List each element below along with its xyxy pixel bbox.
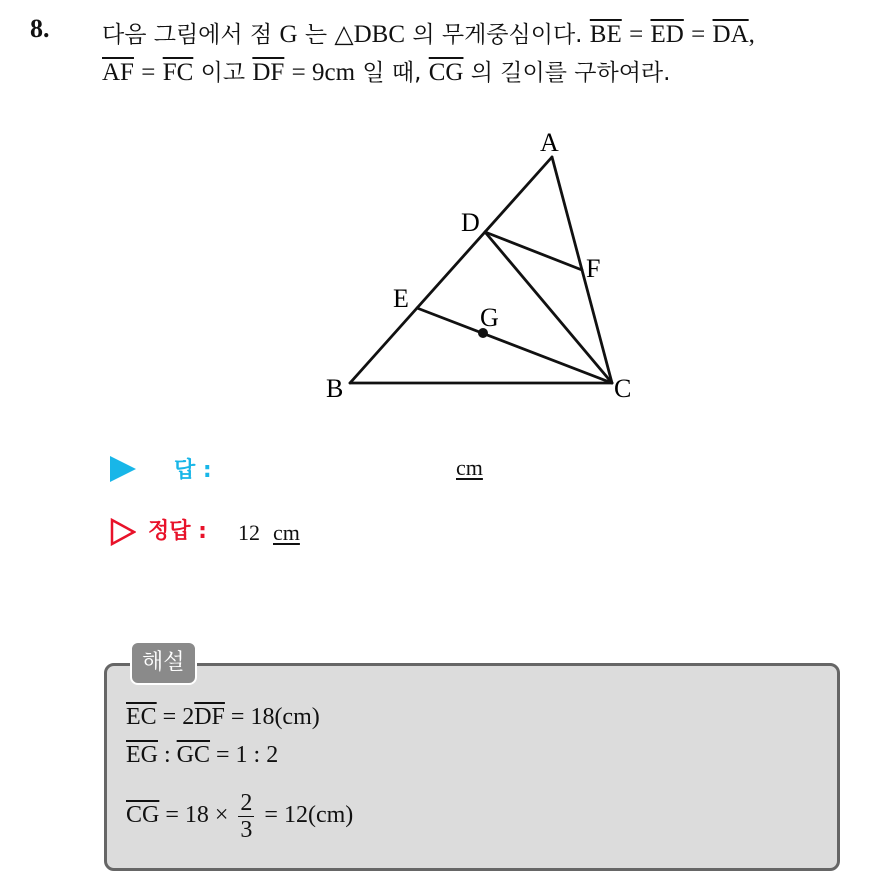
correct-unit: cm (273, 520, 300, 545)
play-triangle-icon (110, 456, 136, 482)
segment-ed: $\overline{ED}$ (650, 21, 684, 48)
question-text: 는 (304, 22, 328, 48)
fraction (238, 790, 254, 843)
label-a: A (540, 128, 559, 157)
question-text: 다음 그림에서 점 (102, 22, 273, 48)
question-number: 8. (30, 14, 50, 43)
equation-part: = 18(cm) (230, 704, 320, 730)
equation-part: = 2 (162, 704, 195, 730)
ratio-separator: : (158, 742, 177, 768)
correct-answer-row (110, 516, 610, 552)
question-text: 의 길이를 구하여라. (470, 60, 671, 86)
df-value: = 9cm (291, 59, 356, 86)
outline-triangle-icon (110, 518, 136, 546)
label-c: C (614, 374, 632, 403)
answer-unit: cm (456, 455, 483, 480)
segment-ec-ref: $\overline{EC}$ (126, 704, 157, 730)
label-g: G (480, 303, 499, 332)
segment-df: $\overline{DF}$ (252, 59, 285, 86)
explanation-line-2 (126, 742, 278, 769)
question-line-2: $\overline{AF} = \overline{FC}$ 이고 $\overline{DF} = 9cm$ 일 때, $\overline{CG}$ 의 길이를 구하여라. (102, 59, 671, 86)
segment-be: $\overline{BE}$ (589, 21, 622, 48)
explanation-line-3 (126, 790, 353, 843)
fraction-numerator: 2 (240, 790, 253, 816)
triangle-ref: △DBC (334, 21, 406, 48)
question-text: 일 때, (362, 60, 422, 86)
question-text: 이고 (200, 60, 246, 86)
correct-value: 12 (238, 520, 260, 545)
explanation-tag: 해설 (130, 641, 197, 685)
point-g-ref: G (279, 21, 298, 48)
segment-da: $\overline{DA}$ (712, 21, 749, 48)
segment-fc: $\overline{FC}$ (162, 59, 194, 86)
label-f: F (586, 254, 601, 283)
fraction-denominator: 3 (240, 817, 253, 843)
answer-row (110, 453, 610, 489)
segment-cg: $\overline{CG}$ (428, 59, 464, 86)
correct-label: 정답 : (148, 519, 207, 544)
equation-part: = 18 × (165, 802, 229, 829)
segment-cg-ref: $\overline{CG}$ (126, 802, 160, 829)
equation-part: = 12(cm) (264, 802, 354, 829)
label-b: B (326, 374, 344, 403)
segment-eg-ref: $\overline{EG}$ (126, 742, 158, 768)
segment-af: $\overline{AF}$ (102, 59, 134, 86)
question-text: 의 무게중심이다. (412, 22, 583, 48)
question-line-1: 다음 그림에서 점 G 는 △DBC 의 무게중심이다. $\overline{BE} = \overline{ED} = \overline{DA}$, (102, 21, 755, 48)
answer-label: 답 : (174, 458, 212, 483)
equation-part: = 1 : 2 (216, 742, 279, 768)
label-e: E (393, 284, 409, 313)
label-d: D (461, 208, 480, 237)
segment-df-ref: $\overline{DF}$ (194, 704, 225, 730)
segment-ec (417, 308, 612, 383)
explanation-line-1 (126, 704, 320, 731)
segment-gc-ref: $\overline{GC}$ (176, 742, 211, 768)
